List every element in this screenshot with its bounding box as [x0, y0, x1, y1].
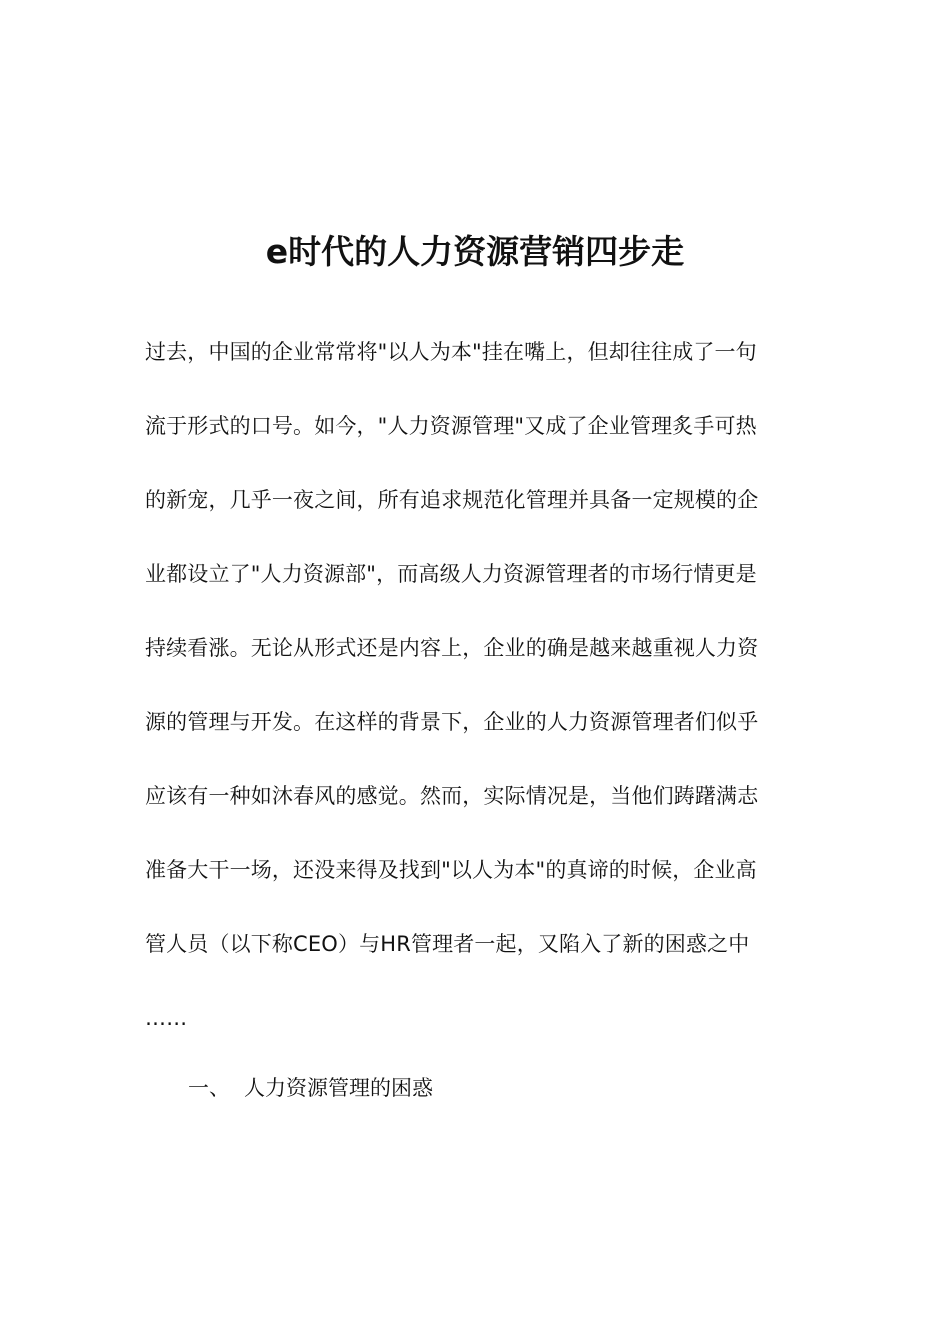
- paragraph-line: ……: [145, 1006, 188, 1030]
- paragraph-line: 过去，中国的企业常常将"以人为本"挂在嘴上，但却往往成了一句: [145, 340, 757, 364]
- body-paragraph: [145, 328, 805, 1068]
- paragraph-line: 业都设立了"人力资源部"，而高级人力资源管理者的市场行情更是: [145, 562, 757, 586]
- section-heading: [188, 1064, 433, 1112]
- section-number: 一、: [188, 1076, 230, 1100]
- paragraph-line: 准备大干一场，还没来得及找到"以人为本"的真谛的时候，企业高: [145, 858, 757, 882]
- paragraph-line: 持续看涨。无论从形式还是内容上，企业的确是越来越重视人力资: [145, 636, 759, 660]
- paragraph-line: 流于形式的口号。如今，"人力资源管理"又成了企业管理炙手可热: [145, 414, 757, 438]
- paragraph-line: 应该有一种如沐春风的感觉。然而，实际情况是，当他们踌躇满志: [145, 784, 759, 808]
- paragraph-line: 的新宠，几乎一夜之间，所有追求规范化管理并具备一定规模的企: [145, 488, 759, 512]
- section-heading-text: 人力资源管理的困惑: [244, 1076, 433, 1100]
- document-title: e时代的人力资源营销四步走: [265, 232, 685, 271]
- paragraph-line: 管人员（以下称CEO）与HR管理者一起，又陷入了新的困惑之中: [145, 932, 750, 956]
- paragraph-line: 源的管理与开发。在这样的背景下，企业的人力资源管理者们似乎: [145, 710, 759, 734]
